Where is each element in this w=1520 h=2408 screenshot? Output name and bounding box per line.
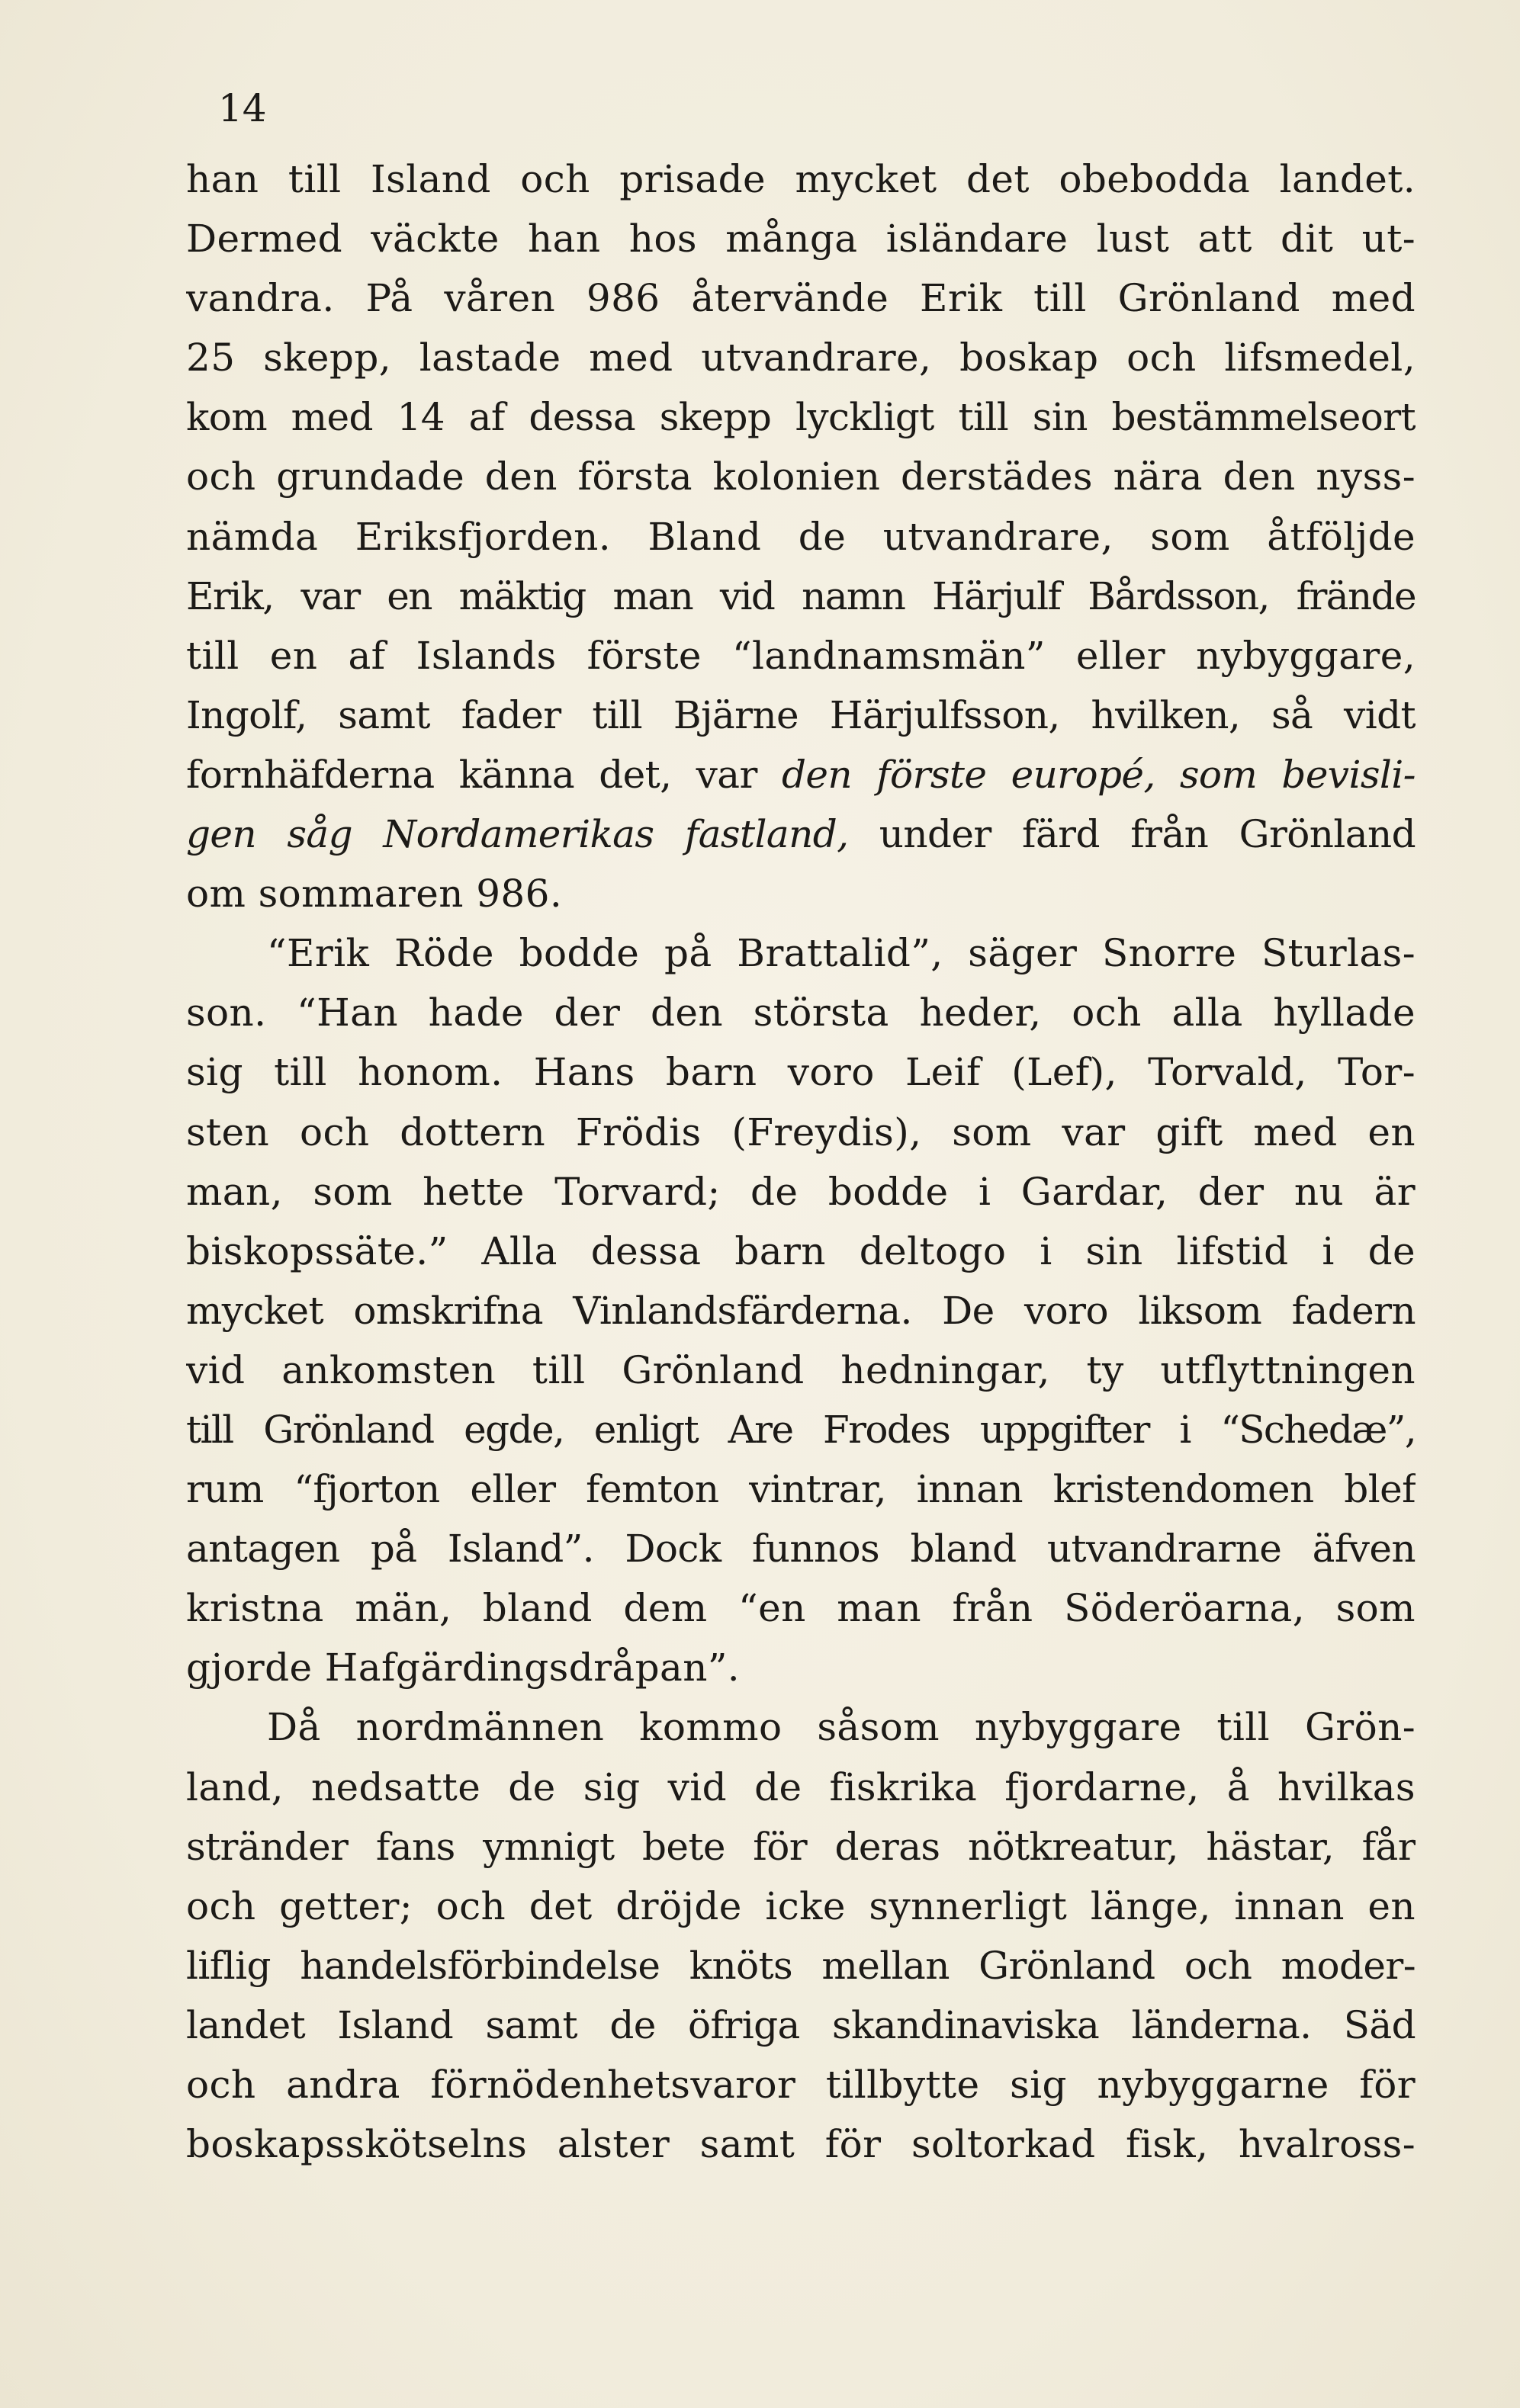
text-line-1: han till Island och prisade mycket det obebodda landet. <box>186 157 1416 201</box>
text-line-29: stränder fans ymnigt bete för deras nötkreatur, hästar, får <box>186 1824 1416 1869</box>
text-line-15: son. “Han hade der den största heder, och alla hyllade <box>186 990 1416 1035</box>
text-line-4: 25 skepp, lastade med utvandrare, boskap och lifsmedel, <box>186 336 1416 380</box>
text-line-20: mycket omskrifna Vinlandsfärderna. De voro liksom fadern <box>186 1288 1416 1333</box>
text-line-12 <box>186 804 1416 864</box>
text-line-23: rum “fjorton eller femton vintrar, innan kristendomen blef <box>186 1467 1416 1512</box>
text-line-3: vandra. På våren 986 återvände Erik till Grönland med <box>186 276 1416 321</box>
text-line-11-roman: fornhäfderna känna det, var <box>186 752 782 797</box>
text-line-19: biskopssäte.” Alla dessa barn deltogo i sin lifstid i de <box>186 1228 1416 1273</box>
text-line-2: Dermed väckte han hos många isländare lust att dit ut- <box>186 217 1416 262</box>
text-line-30: och getter; och det dröjde icke synnerligt länge, innan en <box>186 1883 1416 1928</box>
text-line-22: till Grönland egde, enligt Are Frodes uppgifter i “Schedæ”, <box>186 1407 1416 1452</box>
body-text <box>186 149 1416 2174</box>
text-line-25: kristna män, bland dem “en man från Söderöarna, som <box>186 1586 1416 1631</box>
text-line-14: “Erik Röde bodde på Brattalid”, säger Snorre Sturlas- <box>267 931 1416 976</box>
text-line-21: vid ankomsten till Grönland hedningar, ty utflyttningen <box>186 1347 1416 1392</box>
italic-emphasis-1: den förste europé, som bevisli- <box>781 752 1416 797</box>
page-number: 14 <box>218 86 267 130</box>
text-line-31: liflig handelsförbindelse knöts mellan Grönland och moder- <box>186 1943 1416 1988</box>
text-line-8: Erik, var en mäktig man vid namn Härjulf Bårdsson, frände <box>186 573 1416 618</box>
text-line-24: antagen på Island”. Dock funnos bland utvandrarne äfven <box>186 1527 1416 1572</box>
text-line-13: om sommaren 986. <box>186 872 563 917</box>
italic-emphasis-2: gen såg Nordamerikas fastland, <box>186 812 849 857</box>
text-line-5: kom med 14 af dessa skepp lyckligt till sin bestämmelseort <box>186 395 1416 440</box>
text-line-26: gjorde Hafgärdingsdråpan”. <box>186 1645 741 1690</box>
text-line-17: sten och dottern Frödis (Freydis), som var gift med en <box>186 1109 1416 1154</box>
text-line-9: till en af Islands förste “landnamsmän” eller nybyggare, <box>186 633 1416 678</box>
text-line-28: land, nedsatte de sig vid de fiskrika fjordarne, å hvilkas <box>186 1764 1416 1809</box>
text-line-7: nämda Eriksfjorden. Bland de utvandrare, som åtföljde <box>186 514 1416 559</box>
text-line-34: boskapsskötselns alster samt för soltorkad fisk, hvalross- <box>186 2122 1416 2167</box>
text-line-12-roman: under färd från Grönland <box>848 812 1416 857</box>
text-line-11 <box>186 745 1416 804</box>
text-line-27: Då nordmännen kommo såsom nybyggare till Grön- <box>267 1705 1416 1750</box>
text-line-6: och grundade den första kolonien derstädes nära den nyss- <box>186 454 1416 499</box>
text-line-33: och andra förnödenhetsvaror tillbytte sig nybyggarne för <box>186 2063 1416 2107</box>
text-line-10: Ingolf, samt fader till Bjärne Härjulfsson, hvilken, så vidt <box>186 692 1416 737</box>
text-line-32: landet Island samt de öfriga skandinaviska länderna. Säd <box>186 2002 1416 2047</box>
text-line-16: sig till honom. Hans barn voro Leif (Lef), Torvald, Tor- <box>186 1050 1416 1095</box>
text-line-18: man, som hette Torvard; de bodde i Gardar, der nu är <box>186 1169 1416 1214</box>
